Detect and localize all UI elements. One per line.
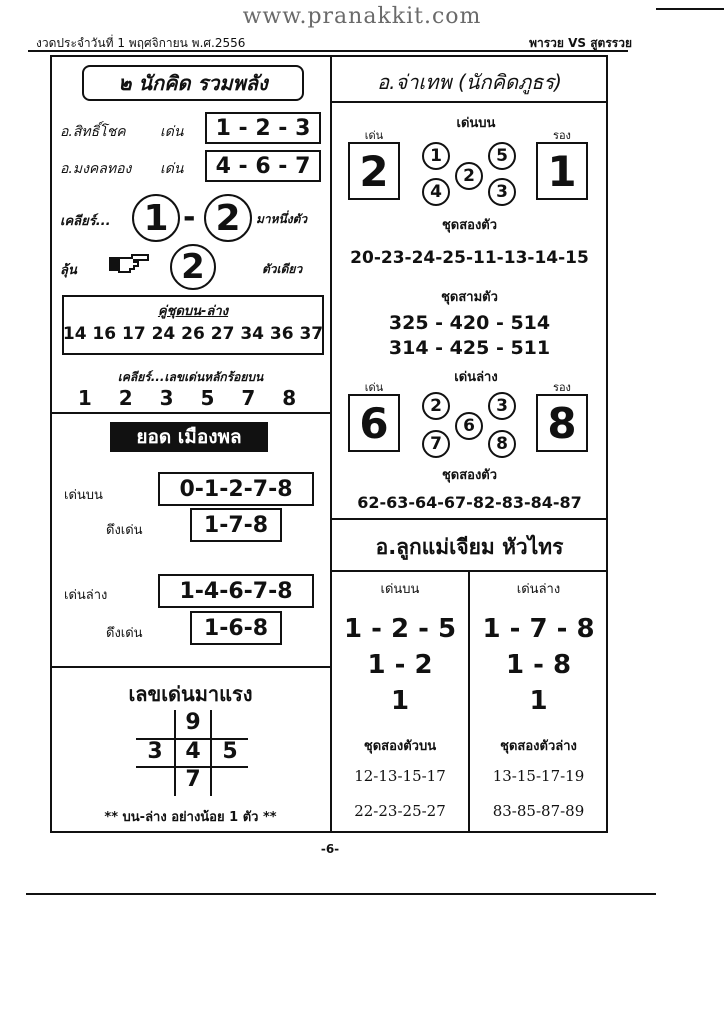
lukmae-left-row-1: 1 - 2 - 5 — [343, 614, 457, 644]
jamthep-two-set-1: 20-23-24-25-11-13-14-15 — [350, 248, 589, 268]
lukmae-right-set-1: 13-15-17-19 — [492, 767, 585, 785]
jamthep-three-title: ชุดสามตัว — [441, 290, 498, 305]
lukmae-left-head: เด่นบน — [380, 582, 420, 597]
left-divider-2 — [50, 666, 331, 668]
jamthep-two-title-1: ชุดสองตัว — [441, 218, 498, 233]
jamthep-top-main-label: เด่น — [364, 129, 384, 142]
jamthep-bottom-circle-3: 6 — [455, 412, 483, 440]
hot-grid-bottom: 7 — [185, 767, 201, 792]
lukmae-right-row-2: 1 - 8 — [505, 650, 572, 680]
hot-grid-center: 4 — [185, 739, 201, 764]
yod-bottom-pull-label: ดึงเด่น — [106, 626, 143, 641]
corner-rule — [656, 8, 724, 10]
lukmae-right-row-1: 1 - 7 - 8 — [482, 614, 595, 644]
jamthep-top-circle-2: 5 — [488, 142, 516, 170]
jamthep-bottom-circle-5: 8 — [488, 430, 516, 458]
hot-grid-left: 3 — [147, 739, 163, 764]
yod-bottom-label: เด่นล่าง — [64, 588, 108, 603]
lukmae-right-row-3: 1 — [529, 686, 548, 716]
hundreds-title: เคลียร์...เลขเด่นหลักร้อยบน — [117, 370, 264, 384]
hot-grid-right: 5 — [222, 739, 238, 764]
hot-title: เลขเด่นมาแรง — [128, 682, 253, 706]
jamthep-bottom-circle-1: 2 — [422, 392, 450, 420]
thinker-1-tag: เด่น — [160, 124, 184, 140]
jamthep-top-label: เด่นบน — [456, 116, 496, 131]
right-divider-2 — [331, 518, 608, 520]
lukmae-left-set-1: 12-13-15-17 — [354, 767, 446, 785]
thinker-1-name: อ.สิทธิ์โชค — [60, 124, 126, 140]
jamthep-title: อ.จ่าเทพ (นักคิดภูธร) — [377, 70, 562, 94]
column-divider — [330, 55, 332, 833]
thinker-2-name: อ.มงคลทอง — [60, 161, 132, 177]
header-title: พารวย VS สูตรรวย — [529, 36, 632, 50]
jamthep-top-circle-3: 2 — [455, 162, 483, 190]
hot-footer: ** บน-ล่าง อย่างน้อย 1 ตัว ** — [104, 810, 277, 825]
yod-top-label: เด่นบน — [64, 488, 103, 503]
jamthep-top-main: 2 — [348, 142, 400, 200]
page-number: -6- — [320, 842, 340, 856]
clear-note: มาหนึ่งตัว — [256, 212, 308, 226]
lun-label: ลุ้น — [60, 263, 77, 278]
left-divider-1 — [50, 412, 331, 414]
hot-grid-top: 9 — [185, 710, 201, 735]
header-rule — [28, 50, 628, 52]
jamthep-bottom-runner: 8 — [536, 394, 588, 452]
jamthep-bottom-main: 6 — [348, 394, 400, 452]
lukmae-left-set-title: ชุดสองตัวบน — [363, 739, 437, 754]
yod-bottom-main: 1-4-6-7-8 — [158, 574, 314, 608]
thinker-2-tag: เด่น — [160, 161, 184, 177]
jamthep-three-row-1: 325 - 420 - 514 — [388, 312, 551, 334]
lukmae-left-set-2: 22-23-25-27 — [354, 802, 446, 820]
clear-label: เคลียร์... — [60, 214, 111, 229]
watermark: www.pranakkit.com — [242, 4, 482, 29]
jamthep-top-circle-1: 1 — [422, 142, 450, 170]
jamthep-top-circle-5: 3 — [488, 178, 516, 206]
jamthep-two-set-2: 62-63-64-67-82-83-84-87 — [357, 493, 582, 512]
yod-top-pull-label: ดึงเด่น — [106, 523, 143, 538]
jamthep-bottom-circle-2: 3 — [488, 392, 516, 420]
lukmae-left-row-3: 1 — [390, 686, 410, 716]
lun-number: 2 — [170, 244, 216, 290]
yod-bottom-pull: 1-6-8 — [190, 611, 282, 645]
right-divider-1 — [331, 101, 608, 103]
yod-top-pull: 1-7-8 — [190, 508, 282, 542]
lukmae-left-row-2: 1 - 2 — [367, 650, 433, 680]
pairs-numbers: 14 16 17 24 26 27 34 36 37 — [62, 324, 324, 344]
lun-note: ตัวเดียว — [262, 262, 303, 276]
lukmae-title: อ.ลูกแม่เจียม หัวไทร — [375, 535, 564, 559]
lukmae-right-set-title: ชุดสองตัวล่าง — [500, 739, 577, 754]
jamthep-bottom-runner-label: รอง — [553, 381, 571, 394]
jamthep-top-runner: 1 — [536, 142, 588, 200]
jamthep-bottom-circle-4: 7 — [422, 430, 450, 458]
jamthep-two-title-2: ชุดสองตัว — [441, 468, 498, 483]
yod-top-main: 0-1-2-7-8 — [158, 472, 314, 506]
footer-rule — [26, 893, 656, 895]
thinker-1-numbers: 1 - 2 - 3 — [205, 112, 321, 144]
hundreds-numbers: 1 2 3 5 7 8 — [77, 386, 304, 410]
lukmae-right-head: เด่นล่าง — [516, 582, 561, 597]
two-thinkers-title: ๒ นักคิด รวมพลัง — [82, 65, 304, 101]
pointing-hand-icon — [108, 250, 150, 276]
jamthep-top-runner-label: รอง — [553, 129, 571, 142]
jamthep-bottom-label: เด่นล่าง — [454, 370, 498, 385]
thinker-2-numbers: 4 - 6 - 7 — [205, 150, 321, 182]
yod-title: ยอด เมืองพล — [110, 422, 268, 452]
jamthep-top-circle-4: 4 — [422, 178, 450, 206]
pairs-title: คู่ชุดบน-ล่าง — [157, 304, 229, 319]
clear-number-b: 2 — [204, 194, 252, 242]
clear-number-a: 1 — [132, 194, 180, 242]
jamthep-bottom-main-label: เด่น — [364, 381, 384, 394]
lukmae-right-set-2: 83-85-87-89 — [492, 802, 585, 820]
clear-dash: - — [183, 200, 196, 235]
jamthep-three-row-2: 314 - 425 - 511 — [388, 337, 551, 359]
header-date: งวดประจำวันที่ 1 พฤศจิกายน พ.ศ.2556 — [36, 36, 246, 50]
